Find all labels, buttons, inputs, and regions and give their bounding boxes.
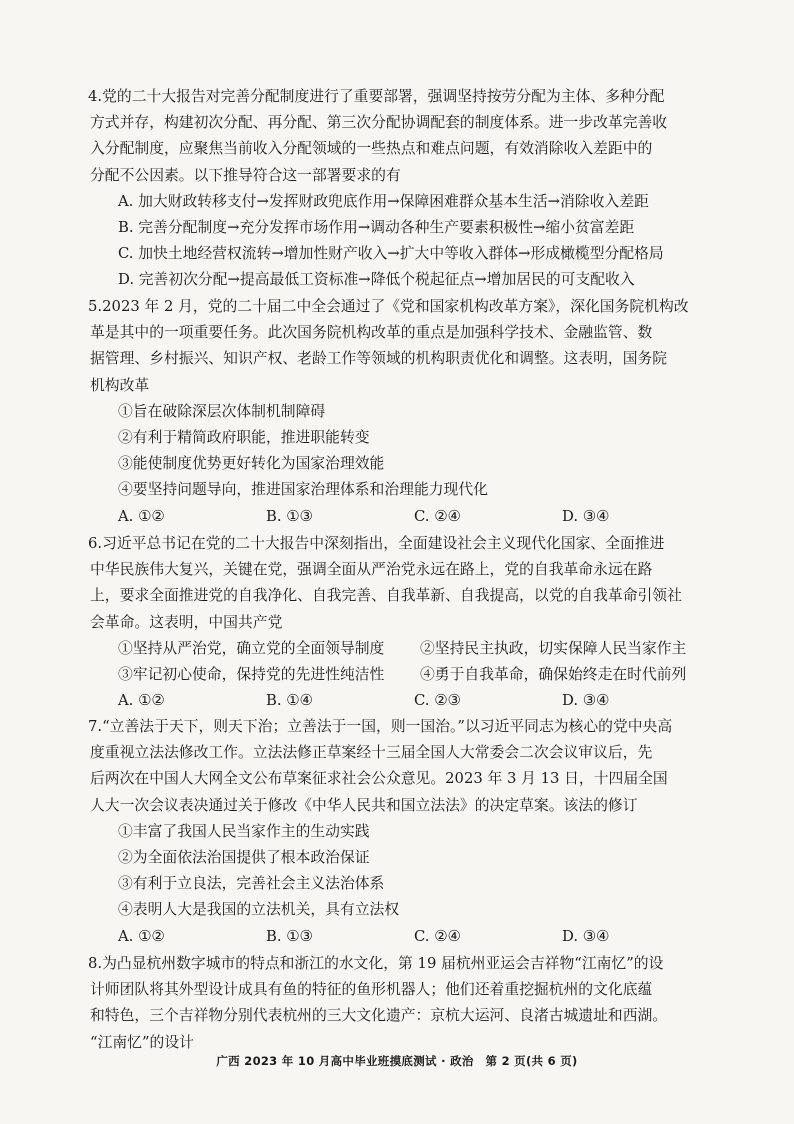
q6-statement-3: ③牢记初心使命，保持党的先进性纯洁性 — [118, 665, 385, 683]
q6-stem-line: 中华民族伟大复兴，关键在党，强调全面从严治党永远在路上，党的自我革命永远在路 — [90, 561, 653, 579]
question-5 — [90, 294, 710, 530]
q4-stem-line: 分配不公因素。以下推导符合这一部署要求的有 — [90, 166, 401, 184]
q7-statement-2: ②为全面依法治国提供了根本政治保证 — [118, 848, 370, 866]
q4-stem-line: 4.党的二十大报告对完善分配制度进行了重要部署，强调坚持按劳分配为主体、多种分配 — [88, 88, 665, 105]
q6-statement-2: ②坚持民主执政，切实保障人民当家作主 — [420, 639, 687, 657]
question-7 — [90, 714, 710, 950]
q6-choice-b: B. ①④ — [266, 692, 313, 710]
q5-stem-line: 革是其中的一项重要任务。此次国务院机构改革的重点是加强科学技术、金融监管、数 — [90, 324, 653, 342]
q6-choice-d: D. ③④ — [562, 692, 610, 710]
q5-choice-b: B. ①③ — [266, 507, 313, 525]
q6-choice-c: C. ②③ — [414, 692, 461, 710]
q6-stem-line: 6.习近平总书记在党的二十大报告中深刻指出，全面建设社会主义现代化国家、全面推进 — [88, 535, 665, 552]
q8-stem-line: 计师团队将其外型设计成具有鱼的特征的鱼形机器人；他们还着重挖掘杭州的文化底蕴 — [90, 981, 653, 999]
q5-stem-line: 5.2023 年 2 月，党的二十届二中全会通过了《党和国家机构改革方案》，深化国务院机构改 — [88, 298, 689, 315]
question-4 — [90, 84, 710, 294]
q6-statement-4: ④勇于自我革命，确保始终走在时代前列 — [420, 665, 687, 683]
q7-choice-a: A. ①② — [118, 927, 165, 945]
q7-stem-line: 度重视立法法修改工作。立法法修正草案经十三届全国人大常委会二次会议审议后，先 — [90, 744, 653, 762]
q5-statement-4: ④要坚持问题导向，推进国家治理体系和治理能力现代化 — [118, 481, 488, 499]
q5-choices — [90, 504, 710, 530]
q7-stem-line: 人大一次会议表决通过关于修改《中华人民共和国立法法》的决定草案。该法的修订 — [90, 796, 638, 814]
q7-statement-1: ①丰富了我国人民当家作主的生动实践 — [118, 822, 370, 840]
q5-choice-d: D. ③④ — [562, 507, 610, 525]
q5-stem-line: 机构改革 — [90, 376, 150, 394]
q7-choice-d: D. ③④ — [562, 927, 610, 945]
q5-choice-a: A. ①② — [118, 507, 165, 525]
q8-stem-line: 8.为凸显杭州数字城市的特点和浙江的水文化，第 19 届杭州亚运会吉祥物“江南忆”的设 — [88, 955, 664, 972]
q8-stem-line: 和特色，三个吉祥物分别代表杭州的三大文化遗产：京杭大运河、良渚古城遗址和西湖。 — [90, 1007, 668, 1025]
q5-statement-2: ②有利于精简政府职能，推进职能转变 — [118, 428, 370, 446]
page-footer: 广西 2023 年 10 月高中毕业班摸底测试 · 政治 第 2 页(共 6 页) — [216, 1054, 578, 1068]
question-8 — [90, 951, 710, 1056]
q6-choice-a: A. ①② — [118, 692, 165, 710]
q7-choice-b: B. ①③ — [266, 927, 313, 945]
q5-statement-3: ③能使制度优势更好转化为国家治理效能 — [118, 455, 385, 473]
q6-statement-1: ①坚持从严治党，确立党的全面领导制度 — [118, 639, 385, 657]
q7-stem-line: 7.“立善法于天下，则天下治；立善法于一国，则一国治。”以习近平同志为核心的党中央高 — [88, 718, 673, 735]
q6-statement-row — [90, 636, 710, 662]
q7-statement-4: ④表明人大是我国的立法机关，具有立法权 — [118, 901, 400, 919]
q5-choice-c: C. ②④ — [414, 507, 461, 525]
q4-option-d: D. 完善初次分配→提高最低工资标准→降低个税起征点→增加居民的可支配收入 — [118, 271, 635, 289]
q4-stem-line: 方式并存，构建初次分配、再分配、第三次分配协调配套的制度体系。进一步改革完善收 — [90, 114, 668, 132]
q5-stem-line: 据管理、乡村振兴、知识产权、老龄工作等领域的机构职责优化和调整。这表明，国务院 — [90, 350, 668, 368]
q6-stem-line: 会革命。这表明，中国共产党 — [90, 613, 283, 631]
q7-choice-c: C. ②④ — [414, 927, 461, 945]
q7-choices — [90, 924, 710, 950]
q6-choices — [90, 688, 710, 714]
q5-statement-1: ①旨在破除深层次体制机制障碍 — [118, 402, 326, 420]
q7-statement-3: ③有利于立良法，完善社会主义法治体系 — [118, 875, 385, 893]
q4-option-c: C. 加快土地经营权流转→增加性财产收入→扩大中等收入群体→形成橄榄型分配格局 — [118, 245, 664, 263]
q4-option-b: B. 完善分配制度→充分发挥市场作用→调动各种生产要素积极性→缩小贫富差距 — [118, 218, 635, 236]
question-6 — [90, 531, 710, 714]
q6-statement-row — [90, 662, 710, 688]
q6-stem-line: 上，要求全面推进党的自我净化、自我完善、自我革新、自我提高，以党的自我革命引领社 — [90, 587, 682, 605]
q7-stem-line: 后两次在中国人大网全文公布草案征求社会公众意见。2023 年 3 月 13 日，十四届全国 — [90, 770, 668, 788]
q4-stem-line: 入分配制度，应聚焦当前收入分配领域的一些热点和难点问题，有效消除收入差距中的 — [90, 140, 653, 158]
q8-stem-line: “江南忆”的设计 — [90, 1033, 194, 1051]
q4-option-a: A. 加大财政转移支付→发挥财政兜底作用→保障困难群众基本生活→消除收入差距 — [118, 192, 649, 210]
